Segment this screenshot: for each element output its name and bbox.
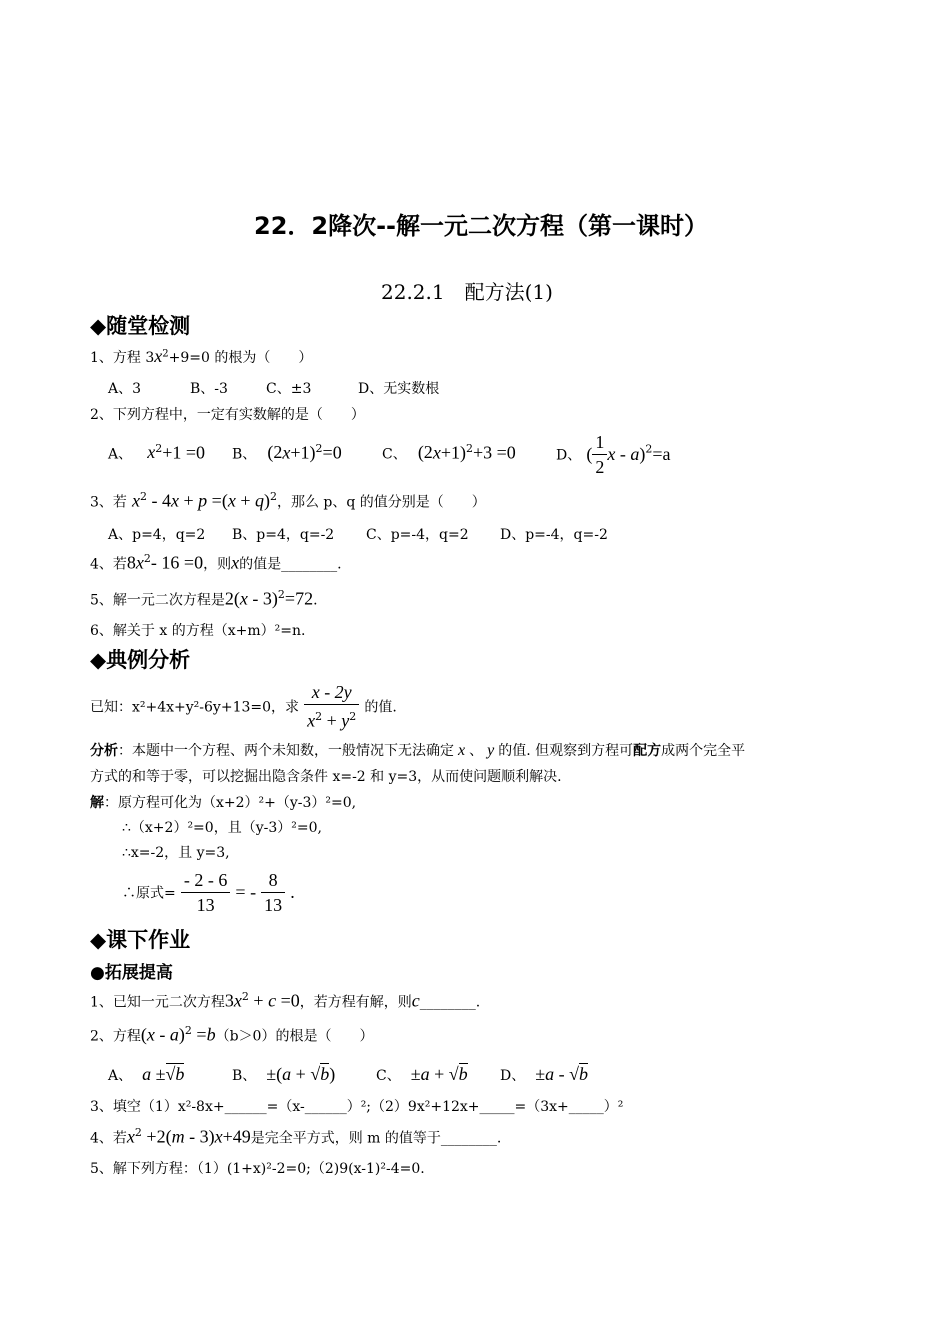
- example-given: 已知：x²+4x+y²-6y+13=0，求 $\frac{x - 2y}{x^2 + y^2}$ 的值.: [90, 680, 397, 733]
- solution-fraction-2: $\frac{8}{13}$: [261, 868, 285, 917]
- solution-fraction-1: $\frac{- 2 - 6}{13}$: [181, 868, 231, 917]
- practice-q3-option-d: D、p=-4，q=-2: [500, 527, 608, 543]
- homework-question-2: 2、方程(x - a)$^2$ =b（b＞0）的根是（ ）: [90, 1024, 374, 1045]
- practice-q3-option-a: A、p=4，q=2: [108, 527, 206, 543]
- practice-question-2: 2、下列方程中，一定有实数解的是（ ）: [90, 407, 365, 423]
- homework-q2-option-b: B、 ±(a + √b): [232, 1064, 336, 1084]
- practice-question-3: 3、若 $x^2 - 4x + p =(x + q)^2$，那么 p、q 的值分别是（ ）: [90, 490, 486, 511]
- practice-q1-option-b: B、-3: [190, 381, 228, 397]
- section-example-heading: ◆典例分析: [90, 648, 191, 672]
- homework-q2-option-c: C、 ±a + √b: [376, 1064, 468, 1084]
- section-practice-heading: ◆随堂检测: [90, 314, 191, 338]
- homework-q2-option-d: D、 ±a - √b: [500, 1064, 588, 1084]
- example-analysis-line-1: 分析：本题中一个方程、两个未知数，一般情况下无法确定 x 、 y 的值. 但观察到方程可配方成两个完全平: [90, 742, 746, 759]
- homework-question-4: 4、若$x^2 +2(m - 3)x+49$是完全平方式，则 m 的值等于________.: [90, 1126, 502, 1147]
- page-title: 22．2降次--解一元二次方程（第一课时）: [254, 212, 709, 240]
- example-solution-line-2: ∴（x+2）²=0，且（y-3）²=0,: [122, 820, 322, 836]
- practice-q2-option-b: B、 $(2x+1)^2=0$: [232, 442, 342, 463]
- example-fraction: $\frac{x - 2y}{x^2 + y^2}$: [304, 680, 359, 733]
- example-solution-line-4: ∴原式= $\frac{- 2 - 6}{13}$ = - $\frac{8}{13}$ .: [122, 870, 295, 915]
- practice-q3-option-b: B、p=4，q=-2: [232, 527, 335, 543]
- homework-question-3: 3、填空（1）x²-8x+______=（x-______）²;（2）9x²+12x+_____=（3x+_____）²: [90, 1099, 624, 1115]
- example-solution-line-1: 解：原方程可化为（x+2）²+（y-3）²=0,: [90, 795, 357, 811]
- practice-q1-option-c: C、±3: [266, 381, 312, 397]
- extension-subheading: ●拓展提高: [90, 963, 173, 983]
- lesson-subtitle: 22.2.1 配方法(1): [381, 280, 553, 304]
- homework-q2-option-a: A、 a ±√b: [108, 1064, 185, 1084]
- example-solution-line-3: ∴x=-2，且 y=3,: [122, 845, 230, 861]
- practice-question-6: 6、解关于 x 的方程（x+m）²=n.: [90, 623, 306, 639]
- section-homework-heading: ◆课下作业: [90, 928, 191, 952]
- fraction-one-half: $\frac{1}{2}$: [592, 430, 607, 479]
- practice-q2-option-a: A、 $x^2+1 =0$: [108, 442, 206, 463]
- practice-question-1: 1、方程 $3x^2+9=0$ 的根为（ ）: [90, 346, 313, 366]
- practice-question-4: 4、若$8x^2-$ 16 =0，则x的值是________.: [90, 552, 342, 573]
- practice-q1-option-a: A、3: [108, 381, 142, 397]
- practice-q2-option-d: D、 ( $\frac{1}{2}$ x - a)$^2$=a: [556, 432, 671, 477]
- practice-question-5: 5、解一元二次方程是2(x - 3)$^2$=72.: [90, 588, 318, 609]
- practice-q3-option-c: C、p=-4，q=2: [366, 527, 469, 543]
- practice-q2-option-c: C、 $(2x+1)^2+3 =0$: [382, 442, 516, 463]
- homework-question-5: 5、解下列方程：（1）(1+x)²-2=0;（2)9(x-1)²-4=0.: [90, 1161, 425, 1177]
- example-analysis-line-2: 方式的和等于零，可以挖掘出隐含条件 x=-2 和 y=3，从而使问题顺利解决.: [90, 769, 562, 785]
- homework-question-1: 1、已知一元二次方程$3x^2 + c =0$，若方程有解，则c________.: [90, 990, 481, 1011]
- practice-q1-option-d: D、无实数根: [358, 381, 440, 397]
